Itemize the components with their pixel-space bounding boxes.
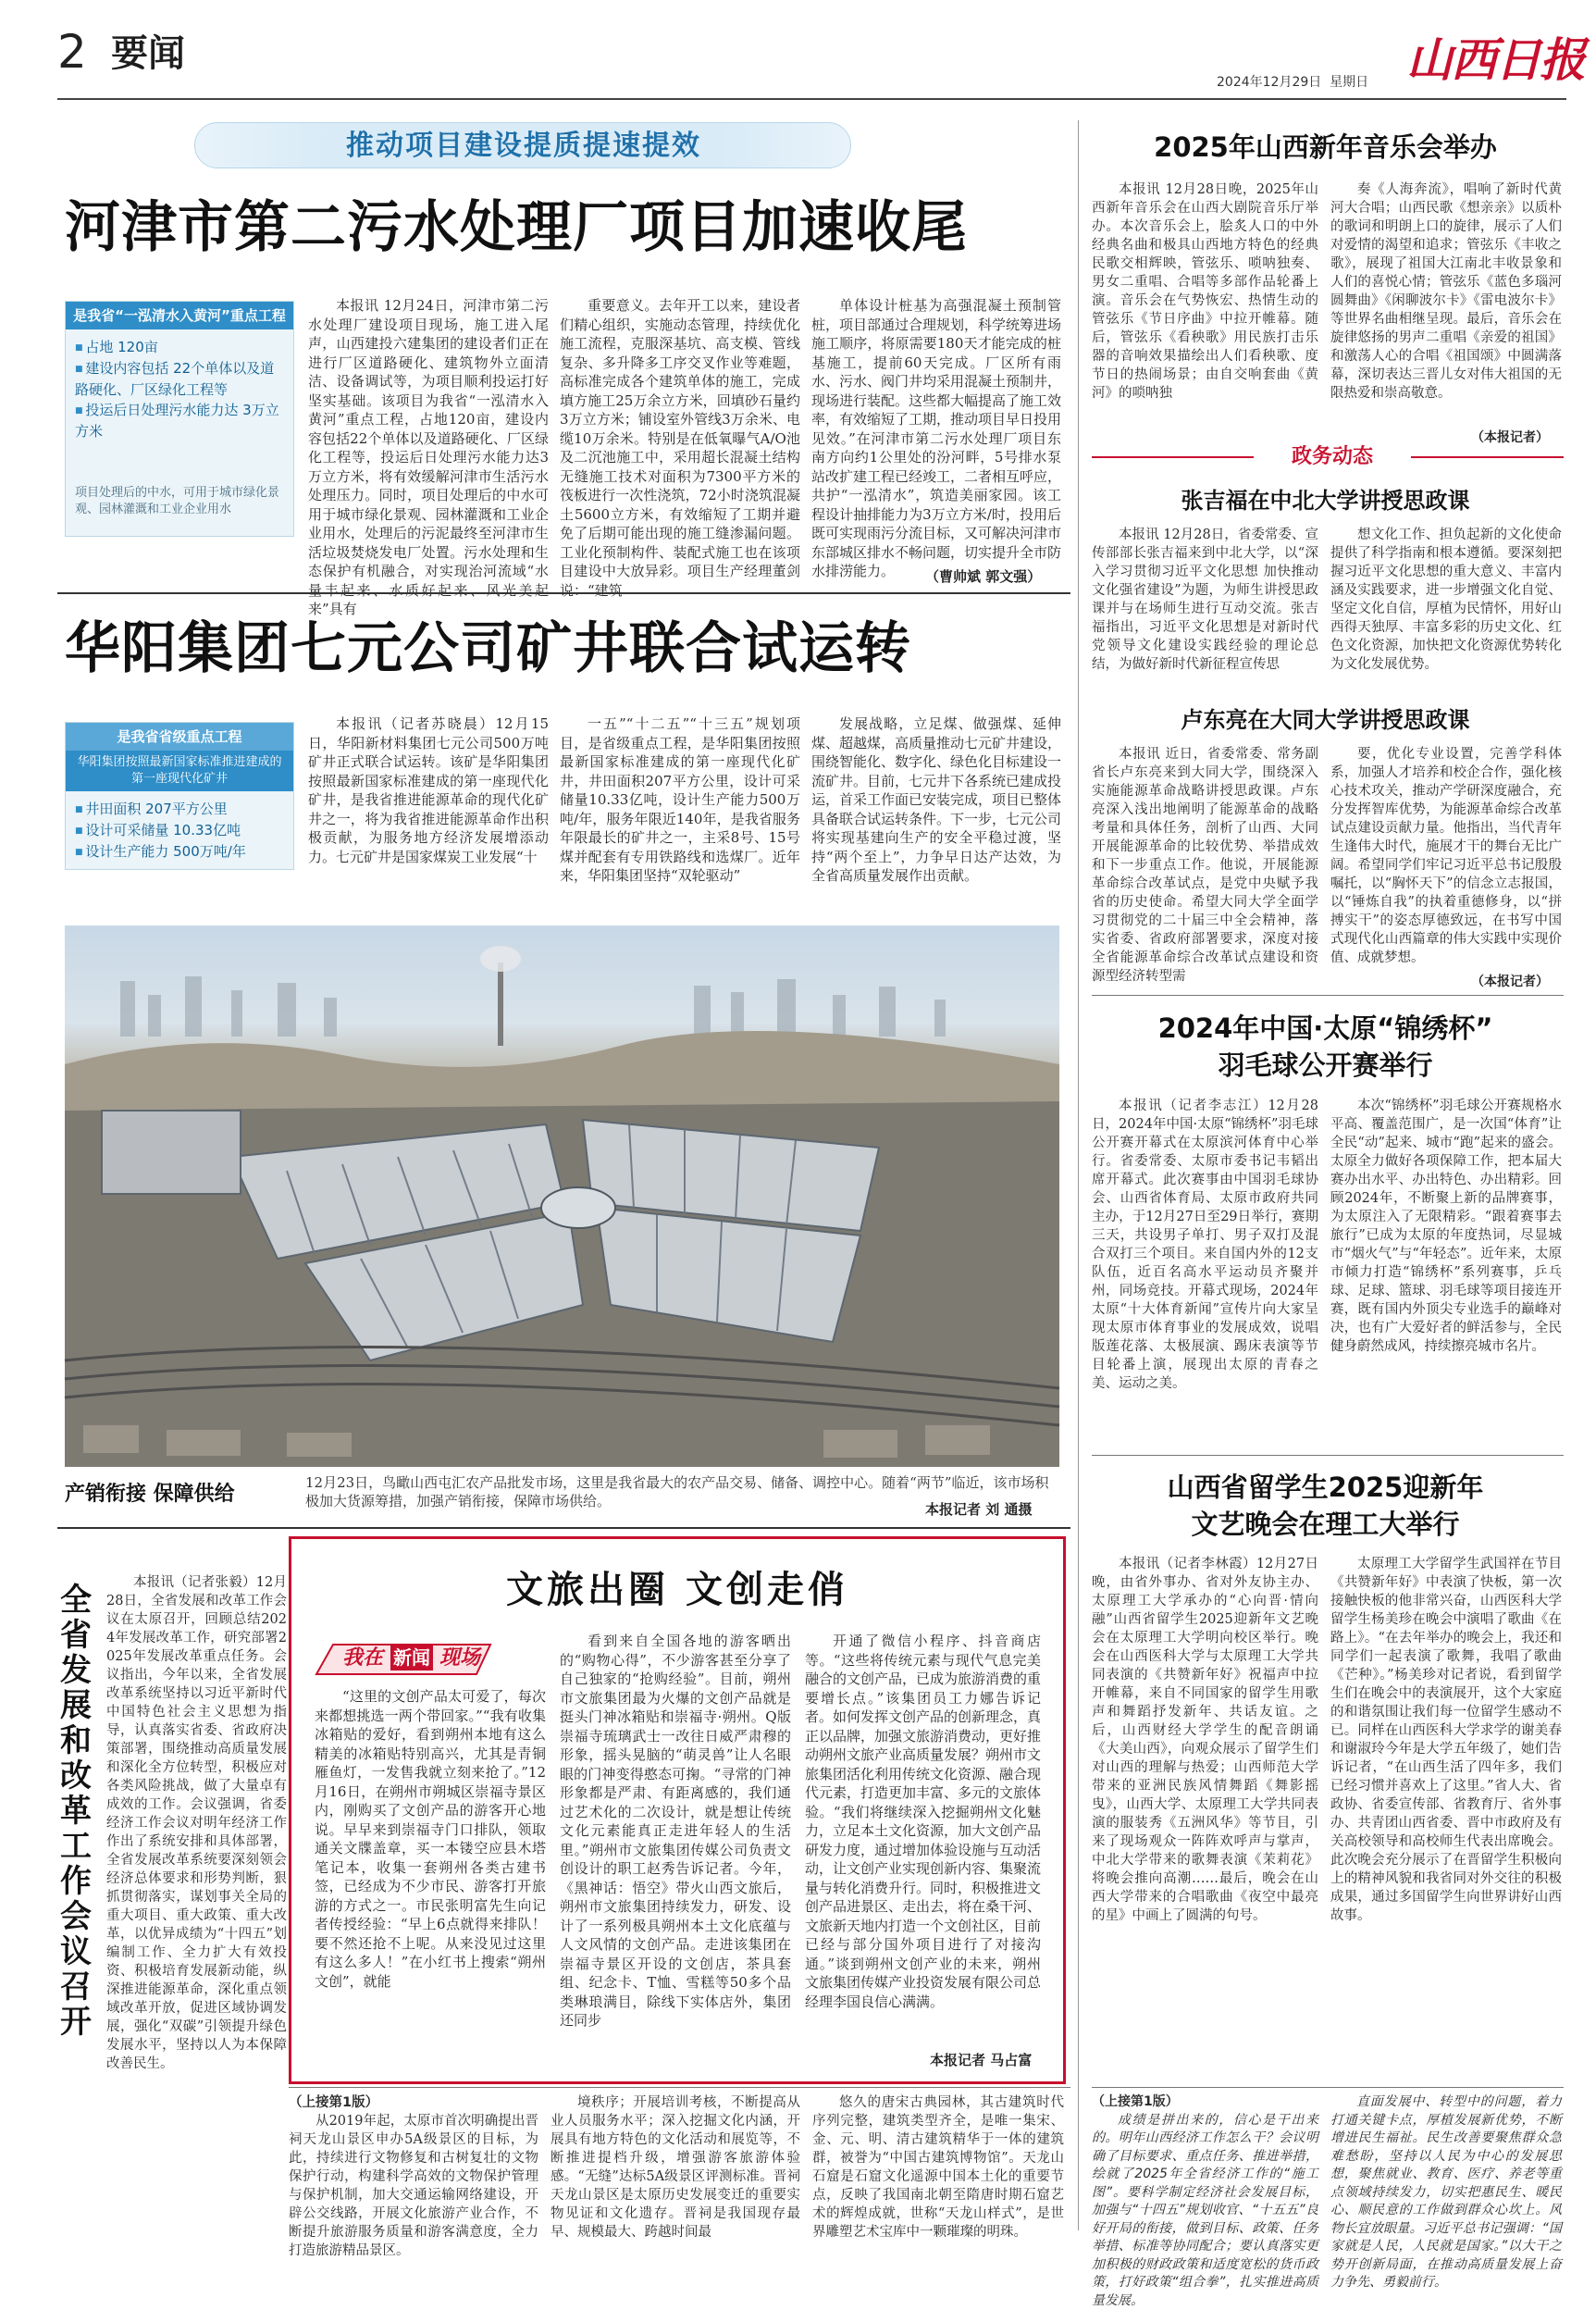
- article2-col2: 一五”“十二五”“十三五”规划项目，是省级重点工程，是华阳集团按照最新国家标准建成的第一座现代化矿井，井田面积207平方公里，设计可采储量10.33亿吨，设计生产能力500万吨/年，服务年限近140年，是我省服务年限最长的矿井之一，主采8号、15号煤并配套有专用铁路线和选煤厂。近年来，华阳集团坚持“双轮驱动”: [560, 715, 800, 884]
- article2-col1: 本报讯（记者苏晓晨）12月15日，华阳新材料集团七元公司500万吨矿井正式联合试运转。该矿是华阳集团按照最新国家标准建成的第一座现代化矿井，是我省推进能源革命的现代化矿井之一，将为我省推进能源革命作出积极贡献，为服务地方经济发展增添动力。七元矿井是国家煤炭工业发展“十: [308, 715, 549, 865]
- badminton-col2: 本次“锦绣杯”羽毛球公开赛规格水平高、覆盖范围广，是一次国“体育”让全民“动”起来、城市“跑”起来的盛会。太原全力做好各项保障工作，把本届大赛办出水平、办出特色、办出精彩。回顾2024年，不断聚上新的品牌赛事，为太原注入了无限精彩。“跟着赛事去旅行”已成为太原的年度热词，尽显城市“烟火气”与“年轻态”。近年来，太原市倾力打造“锦绣杯”系列赛事，乒乓球、足球、篮球、羽毛球等项目接连开赛，既有国内外顶尖专业选手的巅峰对决，也有广大爱好者的鲜活参与，全民健身蔚然成风，持续擦亮城市名片。: [1330, 1099, 1562, 1354]
- article4-col1: “这里的文创产品太可爱了，每次来都想挑选一两个带回家。”“我有收集冰箱贴的爱好，看到朔州本地有这么精美的冰箱贴特别高兴，尤其是青铜雁鱼灯，一发售我就立刻来抢了。”12月16日，在朔州市朔城区崇福寺景区内，刚购买了文创产品的游客开心地说。早早来到崇福寺门口排队，领取通关文牒盖章，买一本镂空应县木塔笔记本，收集一套朔州各类古建书签，已经成为不少市民、游客打开旅游的方式之一。市民张明富先生向记者传授经验：“早上6点就得来排队！要不然还抢不上呢。从来没见过这里有这么多人！”在小红书上搜索“朔州文创”，就能: [315, 1688, 546, 1990]
- masthead-rule: [57, 98, 1566, 100]
- photo-illustration: [65, 925, 1059, 1467]
- article2-infobox-subheader: 华阳集团按照最新国家标准推进建成的第一座现代化矿井: [66, 751, 293, 791]
- badminton-col1: 本报讯（记者李志江）12月28日，2024年中国·太原“锦绣杯”羽毛球公开赛开幕式在太原滨河体育中心举行。省委常委、太原市委书记韦韬出席开幕式。此次赛事由中国羽毛球协会、山西省体育局、太原市政府共同主办，于12月27日至29日举行，赛期三天，共设男子单打、男子双打及混合双打三个项目。来自国内外的12支队伍，近百名高水平运动员齐聚并州，同场竞技。开幕式现场，2024年太原“十大体育新闻”宣传片向大家呈现太原市体育事业的发展成效，说唱版莲花落、太极展演、踢床表演等节目轮番上演，展现出太原的青春之美、运动之美。: [1092, 1099, 1318, 1391]
- lu-lecture-byline: （本报记者）: [1471, 975, 1549, 989]
- article1-col3: 单体设计桩基为高强混凝土预制管桩，项目部通过合理规划，科学统筹进场施工顺序，将原需要180天才能完成的桩基施工，提前60天完成。厂区所有雨水、污水、阀门井均采用混凝土预制井，现场进行装配。这些都大幅提高了施工效率，有效缩短了工期，推动项目早日投用见效。”在河津市第二污水处理厂项目东南方向约1公里处的汾河畔，5号排水泵站改扩建工程已经竣工，二者相互呼应，共护“一泓清水”，筑造美丽家园。该工程设计抽排能力为3万立方米/时，投用后既可实现雨污分流目标，又可解决河津市东部城区排水不畅问题，切实提升全市防水排涝能力。: [811, 297, 1062, 579]
- info-item: ■ 建设内容包括 22个单体以及道路硬化、厂区绿化工程等: [75, 358, 284, 400]
- article1-byline: （曹帅斌 郭文强）: [925, 568, 1042, 585]
- article1-col2: 重要意义。去年开工以来，建设者们精心组织，实施动态管理，持续优化施工流程，克服深基坑、高支模、管线复杂、多升降多工序交叉作业等难题，高标准完成各个建筑单体的施工，完成填方施工25万余立方米，回填砂石量约3万立方米；铺设室外管线3万余米、电缆10万余米。特别是在低氧曝气A/O池及二沉池施工中，采用超长混凝土结构无缝施工技术对面积为7300平方米的筏板进行一次性浇筑，72小时浇筑混凝土5600立方米，有效缩短了工期并避免了后期可能出现的施工缝渗漏问题。工业化预制构件、装配式施工也在该项目建设中大放异彩。项目生产经理董剑说：“建筑: [560, 297, 800, 599]
- continuation-col5: 直面发展中、转型中的问题，着力打通关键卡点，厚植发展新优势，不断增进民生福祉。民生改善要聚焦群众急难愁盼，坚持以人民为中心的发展思想，聚焦就业、教育、医疗、养老等重点领域持续发力，切实把惠民生、暖民心、顺民意的工作做到群众心坎上。风物长宜放眼量。习近平总书记强调：“国家就是人民，人民就是国家。”以大干之势开创新局面，在推动高质量发展上奋力争先、勇毅前行。: [1330, 2094, 1562, 2290]
- article4-col3: 开通了微信小程序、抖音商店等。“这些将传统元素与现代气息完美融合的文创产品，已成为旅游消费的重要增长点。”该集团员工力娜告诉记者。如何发挥文创产品的创新理念，真正以品牌，加强文旅游消费动，更好推动朔州文旅产业高质量发展？朔州市文旅集团活化利用传统文化资源、融合现代元素，打造更加丰富、多元的文旅体验。“我们将继续深入挖掘朔州文化魅力，立足本土文化资源，加大文创产品研发力度，通过增加体验设施与互动活动，让文创产业实现创新内容、集聚流量与转化消费升行。同时，积极推进文创产品进景区、走出去，将在桑干河、文旅新天地内打造一个文创社区，目前已经与部分国外项目进行了对接沟通。”谈到朔州文创产业的未来，朔州文旅集团传媒产业投资发展有限公司总经理李国良信心满满。: [805, 1633, 1042, 2010]
- article4-col2: 看到来自全国各地的游客晒出的“购物心得”，不少游客甚至分享了自己独家的“抢购经验”。目前，朔州市文旅集团最为火爆的文创产品就是挺头门神冰箱贴和崇福寺·朔州。Q版崇福寺琉璃武士一改往日威严肃穆的形象，摇头晃脑的“萌灵兽”让人名眼眼的门神变得憨态可掬。“寻常的门神形象都是严肃、有距离感的，我们通过艺术化的二次设计，就是想让传统文化元素能真正走进年轻人的生活里。”朔州市文旅集团传媒公司负责文创设计的职工赵秀告诉记者。今年，《黑神话：悟空》带火山西文旅后，朔州市文旅集团持续发力，研发、设计了一系列极具朔州本土文化底蕴与人文风情的文创产品。走进该集团在崇福寺景区开设的文创店，茶具套组、纪念卡、T恤、雪糕等50多个品类琳琅满目，除线下实体店外，集团还同步: [560, 1633, 791, 2029]
- article3-headline: 全省发展和改革工作会议召开: [60, 1582, 92, 2041]
- zhang-lecture-col1: 本报讯 12月28日，省委常委、宣传部部长张吉福来到中北大学，以“深入学习贯彻习近平文化思想 加快推动文化强省建设”为题，为师生讲授思政课并与在场师生进行互动交流。张吉福指出，习近平文化思想是对新时代党领导文化建设实践经验的理论总结，为做好新时代新征程宣传思: [1092, 528, 1318, 672]
- student-gala-col2: 太原理工大学留学生武国祥在节目《共赞新年好》中表演了快板，第一次接触快板的他非常兴奋，山西医科大学留学生杨美珍在晚会中演唱了歌曲《在路上》。“在去年举办的晚会上，我还和同学们一起表演了歌舞，我唱了歌曲《芒种》。”杨美珍对记者说，看到留学生们在晚会中的表演展开，这个大家庭的和谐氛围让我们每一位留学生感动不已。同样在山西医科大学求学的谢美春和谢淑玲今年是大学五年级了，她们告诉记者，“在山西生活了四年多，我们已经习惯并喜欢上了这里。”省人大、省政协、省委宣传部、省教育厅、省外事办、共青团山西省委、晋中市政府及有关高校领导和高校师生代表出席晚会。此次晚会充分展示了在晋留学生积极向上的精神风貌和我省同对外交往的积极成果，通过多国留学生向世界讲好山西故事。: [1330, 1557, 1562, 1923]
- concert-col2: 奏《人海奔流》，唱响了新时代黄河大合唱；山西民歌《想亲亲》以质朴的歌词和明朗上口的旋律，展示了人们对爱情的渴望和追求；管弦乐《丰收之歌》，展现了祖国大江南北丰收景象和人们的喜悦心情；管弦乐《蓝色多瑙河圆舞曲》《闲聊波尔卡》《雷电波尔卡》等世界名曲相继呈现。最后，音乐会在旋律悠扬的男声二重唱《亲爱的祖国》和激荡人心的合唱《祖国颂》中圆满落幕，深切表达三晋儿女对伟大祖国的无限热爱和崇高敬意。: [1330, 182, 1562, 401]
- lu-lecture-col2: 要，优化专业设置，完善学科体系，加强人才培养和校企合作，强化核心技术攻关，推动产学研深度融合，充分发挥智库优势，为能源革命综合改革试点建设贡献力量。他指出，当代青年生逢伟大时代，施展才干的舞台无比广阔。希望同学们牢记习近平总书记殷殷嘱托，以“胸怀天下”的信念立志报国，以“锤炼自我”的执着重德修身，以“拼搏实干”的姿态厚德致远，在书写中国式现代化山西篇章的伟大实践中实现价值、成就梦想。: [1330, 747, 1562, 965]
- article2-col3: 发展战略，立足煤、做强煤、延伸煤、超越煤，高质量推动七元矿井建设，围绕智能化、数字化、绿色化目标建设一流矿井。目前，七元井下各系统已建成投运，首采工作面已安装完成，项目已整体具备联合试运转条件。下一步，七元公司将实现基建向生产的安全平稳过渡，坚持“两个至上”，力争早日达产达效，为全省高质量发展作出贡献。: [811, 715, 1062, 884]
- continuation-col4: （上接第1版） 成绩是拼出来的，信心是干出来的。明年山西经济工作怎么干？会议明确了目标要求、重点任务、推进举措，绘就了2025年全省经济工作的“施工图”。要科学制定经济社会发展目标，加强与“十四五”规划收官、“十五五”良好开局的衔接，做到目标、政策、任务举措、标准等协同配合；要认真落实更加积极的财政政策和适度宽松的货币政策，打好政策“组合拳”，扎实推进高质量发展。: [1092, 2094, 1318, 2308]
- divider: [1092, 995, 1564, 996]
- article1-infobox: [65, 301, 294, 537]
- stamp-text-post: 现场: [439, 1646, 481, 1670]
- lu-lecture-col1: 本报讯 近日，省委常委、常务副省长卢东亮来到大同大学，围绕深入实施能源革命战略讲授思政课。卢东亮深入浅出地阐明了能源革命的战略考量和具体任务，剖析了山西、大同开展能源革命的比较优势、举措成效和下一步重点工作。他说，开展能源革命综合改革试点，是党中央赋予我省的历史使命。希望大同大学全面学习贯彻党的二十届三中全会精神，落实省委、省政府部署要求，深度对接全省能源革命综合改革试点建设和资源型经济转型需: [1092, 747, 1318, 984]
- market-aerial-photo: [65, 925, 1059, 1467]
- zhang-lecture-col2: 想文化工作、担负起新的文化使命提供了科学指南和根本遵循。要深刻把握习近平文化思想的重大意义、丰富内涵及实践要求，进一步增强文化自觉、坚定文化自信，厚植为民情怀，用好山西得天独厚、丰富多彩的历史文化、红色文化资源，加快把文化资源优势转化为文化发展优势。: [1330, 528, 1562, 672]
- continuation-lead: （上接第1版）: [289, 2095, 379, 2110]
- banner-rule-left: [1092, 456, 1254, 458]
- article2-infobox: [65, 722, 294, 870]
- divider: [1092, 1455, 1564, 1456]
- divider: [57, 592, 1070, 594]
- article1-headline: 河津市第二污水处理厂项目加速收尾: [65, 195, 968, 260]
- article1-infobox-list: [66, 329, 293, 449]
- scene-stamp: [315, 1639, 500, 1678]
- photo-caption: 12月23日，鸟瞰山西屯汇农产品批发市场，这里是我省最大的农产品交易、储备、调控中心。随着“两节”临近，该市场积极加大货源筹措，加强产销衔接，保障市场供给。: [305, 1474, 1049, 1509]
- issue-date: 2024年12月29日 星期日: [1217, 75, 1369, 90]
- photo-title: 产销衔接 保障供给: [65, 1483, 235, 1506]
- divider: [289, 2087, 1070, 2088]
- article4-box: [289, 1536, 1066, 2084]
- divider: [1092, 2087, 1564, 2088]
- concert-byline: （本报记者）: [1471, 430, 1549, 445]
- info-item: ■ 占地 120亩: [75, 337, 284, 358]
- concert-headline: 2025年山西新年音乐会举办: [1154, 131, 1497, 163]
- info-item: ■ 设计可采储量 10.33亿吨: [75, 820, 284, 841]
- article1-infobox-header: 是我省“一泓清水入黄河”重点工程: [66, 302, 293, 329]
- article2-infobox-header: 是我省省级重点工程: [66, 723, 293, 751]
- topic-banner-text: 推动项目建设提质提速提效: [346, 130, 701, 162]
- photo-credit: 本报记者 刘 通摄: [925, 1501, 1033, 1518]
- continuation-lead: （上接第1版）: [1092, 2094, 1179, 2109]
- continuation-col3: 悠久的唐宋古典园林，其古建筑时代序列完整，建筑类型齐全，是唯一集宋、金、元、明、清古建筑精华于一体的建筑群，被誉为“中国古建筑博物馆”。天龙山石窟是石窟文化遥源中国本土化的重要节点，反映了我国南北朝至隋唐时期石窟艺术的辉煌成就，世称“天龙山样式”，是世界雕塑艺术宝库中一颗璀璨的明珠。: [812, 2095, 1064, 2240]
- article4-byline: 本报记者 马占富: [930, 2052, 1033, 2068]
- info-item: ■ 设计生产能力 500万吨/年: [75, 841, 284, 863]
- stamp-text-mid: 新闻: [390, 1645, 433, 1670]
- student-gala-headline-line1: 山西省留学生2025迎新年: [1167, 1472, 1484, 1503]
- badminton-headline-line1: 2024年中国·太原“锦绣杯”: [1157, 1012, 1493, 1044]
- column-rule: [1078, 120, 1079, 2230]
- continuation-col1: （上接第1版） 从2019年起，太原市首次明确提出晋祠天龙山景区申办5A级景区的目标，为此，持续进行文物修复和古树复壮的文物保护行动，构建科学高效的文物保护管理与保护机制，加大交通运输网络建设，开辟公交线路，开展文化旅游产业合作，不断提升旅游服务质量和游客满意度，全力打造旅游精品景区。: [289, 2095, 538, 2258]
- section-name: 要闻: [111, 32, 185, 75]
- article2-headline: 华阳集团七元公司矿井联合试运转: [65, 616, 911, 681]
- badminton-headline-line2: 羽毛球公开赛举行: [1218, 1049, 1433, 1081]
- article1-infobox-caption: 项目处理后的中水，可用于城市绿化景观、园林灌溉和工业企业用水: [75, 486, 280, 516]
- info-item: ■ 井田面积 207平方公里: [75, 799, 284, 820]
- page-number: 2: [57, 25, 87, 79]
- concert-col1: 本报讯 12月28日晚，2025年山西新年音乐会在山西大剧院音乐厅举办。本次音乐会上，脍炙人口的中外经典名曲和极具山西地方特色的经典民歌交相辉映，管弦乐、唢呐独奏、男女二重唱、合唱等多部作品轮番上演。音乐会在气势恢宏、热情生动的管弦乐《节日序曲》中拉开帷幕。随后，管弦乐《看秧歌》用民族打击乐器的音响效果描绘出人们看秧歌、度节日的热闹场景；由自交响套曲《黄河》的唢呐独: [1092, 182, 1318, 401]
- newspaper-logo: 山西日报: [1406, 32, 1584, 87]
- lu-lecture-headline: 卢东亮在大同大学讲授思政课: [1181, 707, 1470, 733]
- zhang-lecture-headline: 张吉福在中北大学讲授思政课: [1181, 488, 1470, 514]
- stamp-text-pre: 我在: [342, 1646, 384, 1670]
- student-gala-col1: 本报讯（记者李林霞）12月27日晚，由省外事办、省对外友协主办、太原理工大学承办的“心向晋·情向融”山西省留学生2025迎新年文艺晚会在太原理工大学明向校区举行。晚会在山西医科大学与太原理工大学共同表演的《共赞新年好》祝福声中拉开帷幕，来自不同国家的留学生用歌声和舞蹈抒发新年、共话友谊。之后，山西财经大学学生的配音朗诵《大美山西》，向观众展示了留学生们对山西的理解与热爱；山西师范大学带来的亚洲民族风情舞蹈《舞影摇曳》，山西大学、太原理工大学共同表演的服装秀《五洲风华》等节目，引来了现场观众一阵阵欢呼声与掌声，中北大学带来的歌舞表演《茉莉花》将晚会推向高潮……最后，晚会在山西大学带来的合唱歌曲《夜空中最亮的星》中画上了圆满的句号。: [1092, 1557, 1318, 1923]
- student-gala-headline-line2: 文艺晚会在理工大举行: [1191, 1509, 1460, 1540]
- continuation-col2: 境秩序；开展培训考核，不断提高从业人员服务水平；深入挖掘文化内涵，开展具有地方特色的文化活动和展览等，不断推进提档升级，增强游客旅游体验感。“无缝”达标5A级景区评测标准。晋祠天龙山景区是太原历史发展变迁的重要实物见证和文化遗存。晋祠是我国现存最早、规模最大、跨越时间最: [551, 2095, 800, 2240]
- article1-col1: 本报讯 12月24日，河津市第二污水处理厂建设项目现场，施工进入尾声，山西建投六建集团的建设者们正在进行厂区道路硬化、建筑物外立面清洁、设备调试等，为项目顺利投运打好坚实基础。该项目为我省“一泓清水入黄河”重点工程，占地120亩，建设内容包括22个单体以及道路硬化、厂区绿化工程等，投运后日处理污水能力达3万立方米，将有效缓解河津市生活污水处理压力。同时，项目处理后的中水可用于城市绿化景观、园林灌溉和工业企业用水，处理后的污泥最终至河津市生活垃圾焚烧发电厂处置。污水处理和生态保护有机融合，对实现治河流域“水量丰起来、水质好起来、风光美起来”具有: [308, 297, 549, 617]
- banner-rule-right: [1411, 456, 1564, 458]
- article2-infobox-list: [66, 791, 293, 870]
- article3-body: 本报讯（记者张毅）12月28日，全省发展和改革工作会议在太原召开，回顾总结2024年发展改革工作，研究部署2025年发展改革重点任务。会议指出，今年以来，全省发展改革系统坚持以习近平新时代中国特色社会主义思想为指导，认真落实省委、省政府决策部署，围绕推动高质量发展和深化全方位转型，积极应对各类风险挑战，做了大量卓有成效的工作。会议强调，省委经济工作会议对明年经济工作作出了系统安排和具体部署，全省发展改革系统要深刻领会经济总体要求和形势判断，狠抓贯彻落实，谋划事关全局的重大项目、重大政策、重大改革，以优异成绩为“十四五”划编制工作、全力扩大有效投资、积极培育发展新动能，纵深推进能源革命，深化重点领域改革开放，促进区域协调发展，强化“双碳”引领提升绿色发展水平，坚持以人为本保障改善民生。: [106, 1575, 287, 2071]
- topic-banner: [194, 122, 851, 168]
- article4-headline: 文旅出圈 文创走俏: [506, 1569, 848, 1611]
- info-item: ■ 投运后日处理污水能力达 3万立方米: [75, 400, 284, 441]
- divider: [57, 1527, 1070, 1529]
- government-news-banner: 政务动态: [1291, 445, 1373, 468]
